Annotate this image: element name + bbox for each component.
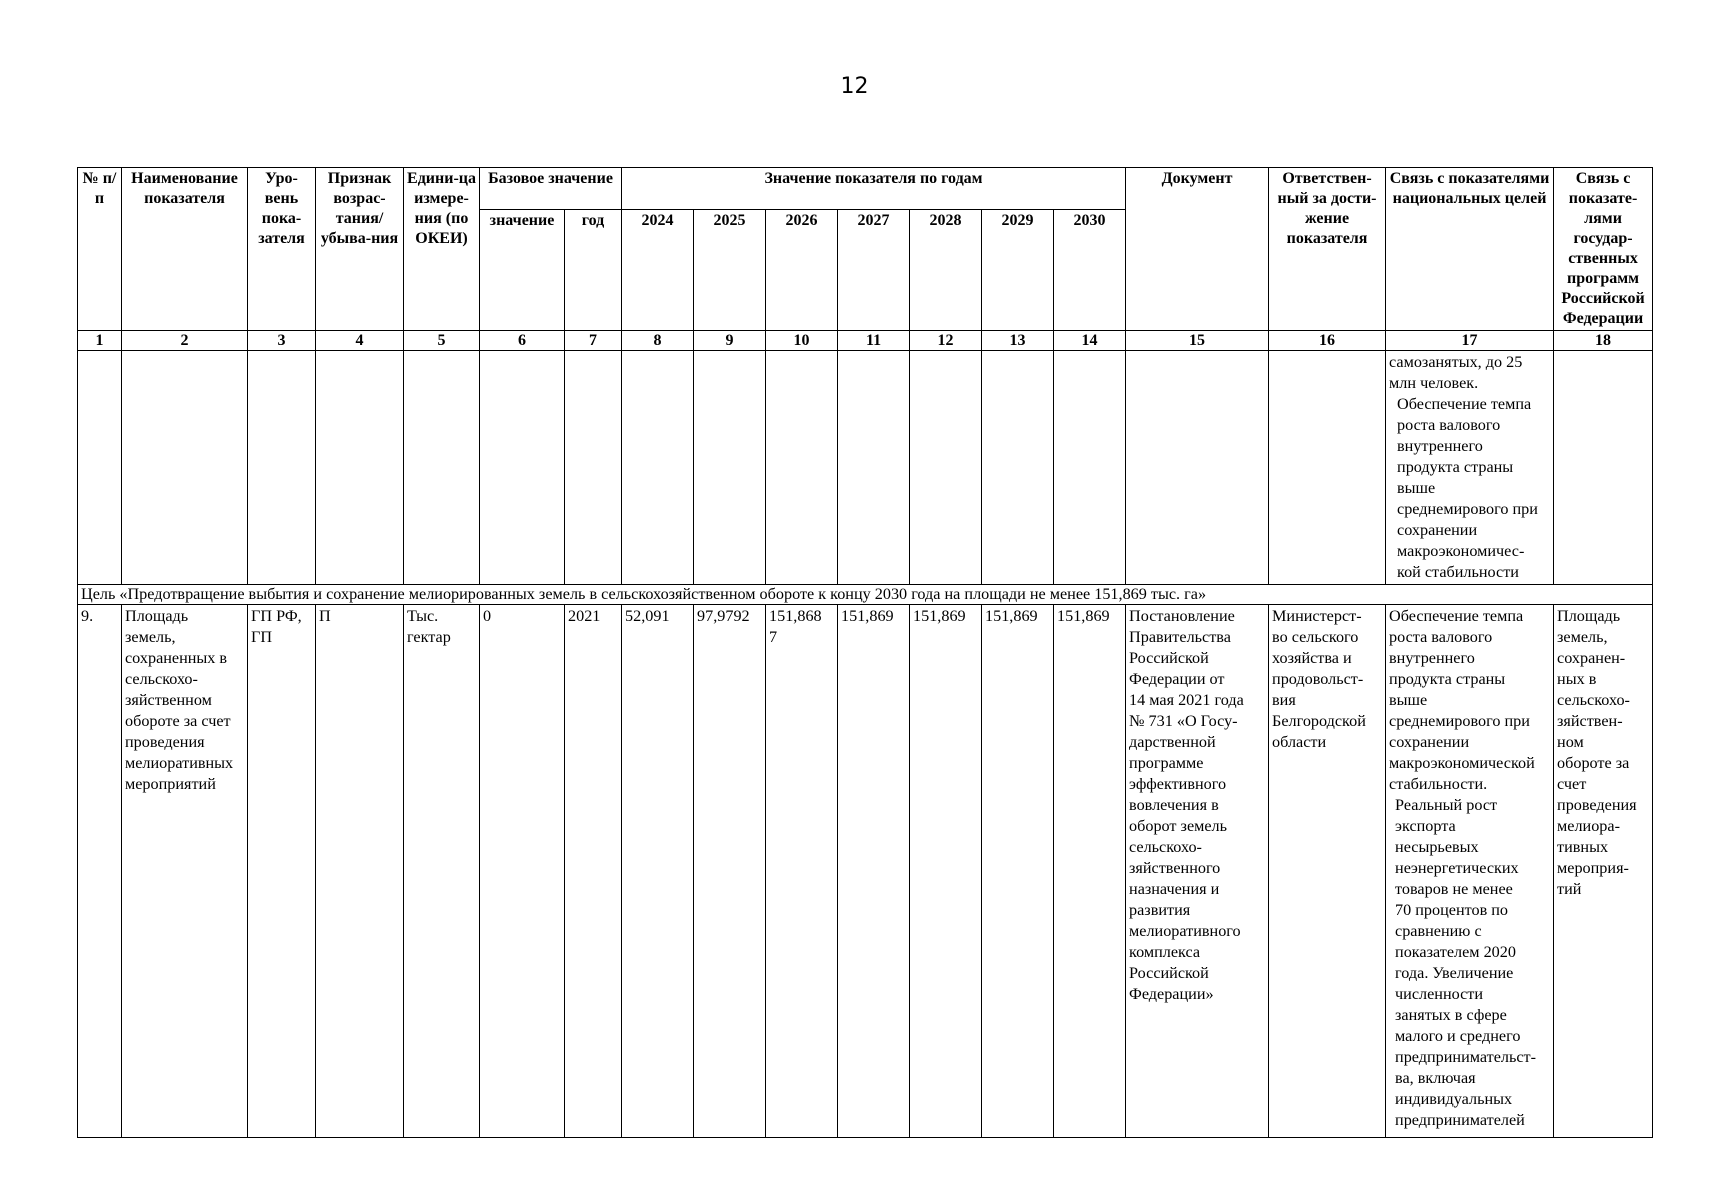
base-year: 2021 (565, 605, 622, 1138)
header-national-link: Связь с показателями национальных целей (1386, 168, 1554, 331)
value-2028: 151,869 (910, 605, 982, 1138)
text-line: ва, включая (1395, 1069, 1476, 1087)
text-line: предпринимателей (1395, 1111, 1525, 1129)
goal-text: Цель «Предотвращение выбытия и сохранение мелиорированных земель в сельскохозяйственном обороте к концу 2030 года на площади не менее 151,869 тыс. га» (78, 585, 1653, 605)
text-line: обороте за (1557, 754, 1630, 772)
value-2024: 52,091 (622, 605, 694, 1138)
text-line: дарственной (1129, 733, 1216, 751)
value-2025: 97,9792 (694, 605, 766, 1138)
column-number: 6 (480, 331, 565, 351)
column-number: 12 (910, 331, 982, 351)
text-line: назначения и (1129, 880, 1220, 898)
text-line: численности (1395, 985, 1484, 1003)
column-number: 17 (1386, 331, 1554, 351)
text-line: зяйствен- (1557, 712, 1623, 730)
text-line: экспорта (1395, 817, 1456, 835)
header-year: 2029 (982, 209, 1054, 330)
header-year: 2026 (766, 209, 838, 330)
table-row (78, 605, 1653, 1138)
text-line: сохранении (1397, 521, 1478, 539)
text-line: выше (1389, 691, 1428, 709)
text-line: среднемирового при (1397, 500, 1538, 518)
header-base-group: Базовое значение (480, 168, 622, 210)
text-line: ных в (1557, 670, 1597, 688)
text-line: макроэкономичес- (1397, 542, 1525, 560)
text-line: хозяйства и (1272, 649, 1352, 667)
goal-row (78, 585, 1653, 605)
text-line: развития (1129, 901, 1191, 919)
text-line: индивидуальных (1395, 1090, 1513, 1108)
column-number: 4 (316, 331, 404, 351)
text-line: во сельского (1272, 628, 1359, 646)
text-line: сельскохо- (125, 670, 198, 688)
text-line: зяйственного (1129, 859, 1221, 877)
indicators-table (77, 167, 1653, 1138)
column-number-row (78, 331, 1653, 351)
header-sign: Признак возрас-тания/ убыва-ния (316, 168, 404, 331)
text-line: Белгородской (1272, 712, 1366, 730)
text-line: продовольст- (1272, 670, 1364, 688)
text-line: вовлечения в (1129, 796, 1219, 814)
text-line: кой стабильности (1397, 563, 1519, 581)
responsible (1269, 605, 1386, 1138)
page-number: 12 (840, 74, 869, 99)
header-program-link: Связь с показате-лями государ-ственных программ Российской Федерации (1554, 168, 1653, 331)
header-name: Наименование показателя (122, 168, 248, 331)
text-line: зяйственном (125, 691, 212, 709)
header-unit: Едини-ца измере-ния (по ОКЕИ) (404, 168, 480, 331)
value-2029: 151,869 (982, 605, 1054, 1138)
text-line: проведения (1557, 796, 1637, 814)
column-number: 15 (1126, 331, 1269, 351)
text-line: мелиоративного (1129, 922, 1241, 940)
row-number: 9. (78, 605, 122, 1138)
header-year: 2030 (1054, 209, 1126, 330)
text-line: тий (1557, 880, 1582, 898)
column-number: 10 (766, 331, 838, 351)
text-line: несырьевых (1395, 838, 1479, 856)
text-line: стабильности. (1389, 775, 1488, 793)
text-line: № 731 «О Госу- (1129, 712, 1238, 730)
value-2026 (766, 605, 838, 1138)
national-link (1386, 605, 1554, 1138)
text-line: Обеспечение темпа (1397, 395, 1532, 413)
text-line: Федерации от (1129, 670, 1225, 688)
text-line: показателем 2020 (1395, 943, 1516, 961)
text-line: среднемирового при (1389, 712, 1530, 730)
text-line: роста валового (1397, 416, 1501, 434)
text-line: ГП РФ, (251, 607, 302, 625)
text-line: области (1272, 733, 1327, 751)
text-line: комплекса (1129, 943, 1201, 961)
text-line: Российской (1129, 964, 1209, 982)
column-number: 3 (248, 331, 316, 351)
text-line: Постановление (1129, 607, 1235, 625)
text-line: сравнению с (1395, 922, 1482, 940)
column-number: 13 (982, 331, 1054, 351)
text-line: сельскохо- (1129, 838, 1202, 856)
column-number: 7 (565, 331, 622, 351)
text-line: мероприя- (1557, 859, 1629, 877)
column-number: 11 (838, 331, 910, 351)
value-2027: 151,869 (838, 605, 910, 1138)
column-number: 9 (694, 331, 766, 351)
text-line: внутреннего (1397, 437, 1483, 455)
header-year: 2024 (622, 209, 694, 330)
text-line: мелиора- (1557, 817, 1620, 835)
column-number: 2 (122, 331, 248, 351)
indicator-level (248, 605, 316, 1138)
header-level: Уро-вень пока-зателя (248, 168, 316, 331)
text-line: сельскохо- (1557, 691, 1630, 709)
column-number: 8 (622, 331, 694, 351)
header-document: Документ (1126, 168, 1269, 331)
text-line: земель, (1557, 628, 1608, 646)
continuation-row (78, 351, 1653, 585)
text-line: выше (1397, 479, 1436, 497)
text-line: роста валового (1389, 628, 1493, 646)
text-line: Российской (1129, 649, 1209, 667)
text-line: мелиоративных (125, 754, 234, 772)
text-line: вия (1272, 691, 1296, 709)
indented-block (1389, 394, 1550, 583)
column-number: 16 (1269, 331, 1386, 351)
header-responsible: Ответствен-ный за дости-жение показателя (1269, 168, 1386, 331)
header-years-group: Значение показателя по годам (622, 168, 1126, 210)
program-link (1554, 605, 1653, 1138)
text-line: сохранен- (1557, 649, 1626, 667)
text-line: Федерации» (1129, 985, 1214, 1003)
text-line: проведения (125, 733, 205, 751)
text-line: Министерст- (1272, 607, 1362, 625)
text-line: эффективного (1129, 775, 1227, 793)
header-no: № п/п (78, 168, 122, 331)
header-base-year: год (565, 209, 622, 330)
column-number: 18 (1554, 331, 1653, 351)
text-line: мероприятий (125, 775, 216, 793)
text-line: 7 (769, 628, 778, 646)
column-number: 5 (404, 331, 480, 351)
value-2030: 151,869 (1054, 605, 1126, 1138)
text-line: продукта страны (1389, 670, 1506, 688)
header-base-value: значение (480, 209, 565, 330)
text-line: 70 процентов по (1395, 901, 1509, 919)
text-line: Правительства (1129, 628, 1231, 646)
header-row (78, 168, 1653, 210)
header-year: 2025 (694, 209, 766, 330)
header-year: 2027 (838, 209, 910, 330)
text-line: счет (1557, 775, 1587, 793)
text-line: гектар (407, 628, 451, 646)
text-line: земель, (125, 628, 176, 646)
text-line: товаров не менее (1395, 880, 1513, 898)
text-line: сохранении (1389, 733, 1470, 751)
continuation-national-link (1386, 351, 1554, 585)
text-line: внутреннего (1389, 649, 1475, 667)
text-line: Обеспечение темпа (1389, 607, 1524, 625)
text-line: продукта страны (1397, 458, 1514, 476)
column-number: 1 (78, 331, 122, 351)
text-line: 14 мая 2021 года (1129, 691, 1244, 709)
text-line: тивных (1557, 838, 1609, 856)
text-line: программе (1129, 754, 1204, 772)
header-year: 2028 (910, 209, 982, 330)
indented-block (1389, 795, 1550, 1131)
text-line: предпринимательст- (1395, 1048, 1537, 1066)
text-line: 151,868 (769, 607, 822, 625)
text-line: обороте за счет (125, 712, 231, 730)
text-line: Площадь (1557, 607, 1621, 625)
document (1126, 605, 1269, 1138)
text-line: Реальный рост (1395, 796, 1498, 814)
indicator-unit (404, 605, 480, 1138)
text-line: ГП (251, 628, 273, 646)
indicator-name (122, 605, 248, 1138)
text-line: макроэкономической (1389, 754, 1535, 772)
text-line: года. Увеличение (1395, 964, 1514, 982)
base-value: 0 (480, 605, 565, 1138)
text-line: малого и среднего (1395, 1027, 1521, 1045)
text-line: занятых в сфере (1395, 1006, 1507, 1024)
text-line: неэнергетических (1395, 859, 1519, 877)
indicator-sign: П (316, 605, 404, 1138)
text-line: млн человек. (1389, 374, 1479, 392)
text-line: самозанятых, до 25 (1389, 353, 1523, 371)
text-line: Тыс. (407, 607, 439, 625)
text-line: Площадь (125, 607, 189, 625)
text-line: ном (1557, 733, 1584, 751)
text-line: оборот земель (1129, 817, 1228, 835)
text-line: сохраненных в (125, 649, 228, 667)
column-number: 14 (1054, 331, 1126, 351)
